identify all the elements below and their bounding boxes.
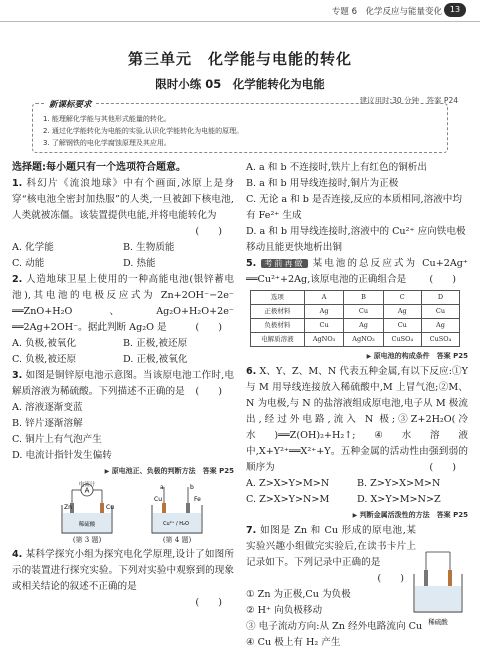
table-row: 电解质溶液 AgNO₃ AgNO₃ CuSO₄ CuSO₄ (251, 333, 460, 347)
question-text: X、Y、Z、M、N 代表五种金属,有以下反应:①Y 与 M 用导线连接放入稀硫酸中,M 上冒气泡;②M、N 为电极,与 N 的盐溶液组成原电池,电子从 M 极流出,经过外电路,流入 N 极;③Z+2H₂O(冷水)══Z(OH)₂+H₂↑;④水溶液中,X+Y²⁺══X²⁺+Y。五种金属的活动性由强到弱的顺序为 (246, 366, 468, 473)
answer-blank[interactable]: ( ) (195, 226, 222, 237)
record-item: ④ Cu 极上有 H₂ 产生 (246, 637, 341, 648)
answer-blank[interactable]: ( ) (429, 274, 456, 285)
question-number: 7. (246, 525, 257, 536)
answer-blank[interactable]: ( ) (429, 462, 456, 473)
page-header (0, 0, 480, 22)
question-6 (246, 364, 468, 523)
option-c[interactable]: C. 铜片上有气泡产生 (12, 434, 102, 445)
question-text: 科幻片《流浪地球》中有个画面,冰原上是身穿“核电池全密封加热服”的人类,一旦被卸下核电池,人类就被冻僵。该装置提供电能,并将电能转化为 (12, 178, 234, 221)
page-number: 13 (444, 3, 466, 17)
diagram-row (12, 481, 234, 545)
option-d[interactable]: D. X>Y>M>N>Z (357, 494, 441, 505)
zn-cu-cell-diagram (408, 548, 468, 628)
question-text: 如图是铜锌原电池示意图。当该原电池工作时,电解质溶液为稀硫酸。下列描述不正确的是 (12, 370, 234, 397)
question-number: 6. (246, 366, 257, 377)
options (12, 336, 234, 368)
question-text: 人造地球卫星上使用的一种高能电池(银锌蓄电池),其电池的电极反应式为 Zn+2OH⁻−2e⁻ ══ZnO+H₂O、Ag₂O+H₂O+2e⁻ ══2Ag+2OH⁻。据此判断 Ag₂O 是 (12, 274, 234, 333)
question-5 (246, 256, 468, 364)
option-b[interactable]: B. 锌片逐渐溶解 (12, 418, 83, 429)
table-row: 正极材料 Ag Cu Ag Cu (251, 305, 460, 319)
question-text: 某科学探究小组为探究电化学原理,设计了如图所示的装置进行探究实验。下列对实验中观察到的现象或相关结论的叙述不正确的是 (12, 549, 234, 592)
question-number: 1. (12, 178, 23, 189)
option-a[interactable]: A. 溶液逐渐变蓝 (12, 402, 83, 413)
suggested-time: 建议用时:30 分钟 答案 P24 (359, 96, 458, 105)
table-header-row: 选项 A B C D (251, 291, 460, 305)
svg-text:稀硫酸: 稀硫酸 (78, 522, 96, 528)
requirements-label: 新课标要求 (45, 98, 96, 110)
answer-blank[interactable]: ( ) (195, 597, 222, 608)
options (246, 476, 468, 508)
question-4 (12, 547, 234, 611)
svg-text:b: b (190, 484, 194, 491)
question-7 (246, 523, 423, 651)
option-c[interactable]: C. Z>X>Y>N>M (246, 494, 330, 505)
header-title: 专题 6 化学反应与能量变化 (331, 7, 442, 17)
question-number: 2. (12, 274, 23, 285)
section-title: 选择题:每小题只有一个选项符合题意。 (12, 162, 186, 173)
option-a[interactable]: A. Z>X>Y>M>N (246, 478, 330, 489)
svg-text:电流计: 电流计 (78, 482, 96, 488)
reference-note: ▶ 判断金属活泼性的方法 答案 P25 (352, 511, 468, 519)
option-d[interactable]: D. 电流计指针发生偏转 (12, 450, 112, 461)
q4-option-c[interactable]: C. 无论 a 和 b 是否连接,反应的本质相同,溶液中均有 Fe²⁺ 生成 (246, 194, 462, 221)
diagram-caption: (第 3 题) (72, 536, 102, 544)
galvanic-cell-diagram (42, 481, 132, 537)
option-b[interactable]: B. 生物质能 (123, 242, 175, 253)
svg-text:Fe: Fe (194, 496, 201, 503)
option-a[interactable]: A. 化学能 (12, 242, 54, 253)
q4-option-b[interactable]: B. a 和 b 用导线连接时,铜片为正极 (246, 178, 399, 189)
table-row: 负极材料 Cu Ag Cu Ag (251, 319, 460, 333)
answer-blank[interactable]: ( ) (377, 573, 404, 584)
option-d[interactable]: D. 热能 (123, 258, 156, 269)
answer-blank[interactable]: ( ) (195, 386, 222, 397)
cu-fe-cell-diagram (132, 481, 222, 537)
record-item: ② H⁺ 向负极移动 (246, 605, 323, 616)
question-number: 4. (12, 549, 23, 560)
svg-text:稀硫酸: 稀硫酸 (428, 618, 448, 626)
q7-beaker-diagram (408, 548, 468, 628)
requirement-item: 2. 通过化学能转化为电能的实验,认识化学能转化为电能的原理。 (43, 127, 244, 135)
q4-option-d[interactable]: D. a 和 b 用导线连接时,溶液中的 Cu²⁺ 应向铁电极移动且能更快地析出铜 (246, 226, 466, 253)
question-text: 如图是 Zn 和 Cu 形成的原电池,某实验兴趣小组做完实验后,在读书卡片上记录如下。下列记录中正确的是 (246, 525, 416, 568)
svg-text:Cu: Cu (154, 496, 162, 503)
lesson-title: 限时小练 05 化学能转化为电能 (155, 77, 325, 91)
svg-text:Cu: Cu (106, 504, 114, 511)
requirements-list (43, 113, 243, 149)
question-text: 某电池的总反应式为 Cu+2Ag⁺ ══Cu²⁺+2Ag,该原电池的正确组合是 (246, 258, 468, 285)
svg-text:A: A (84, 486, 90, 495)
question-2 (12, 272, 234, 368)
triangle-icon: ▶ (352, 512, 358, 519)
option-c[interactable]: C. 负极,被还原 (12, 354, 77, 365)
options-table (250, 290, 460, 347)
option-a[interactable]: A. 负极,被氧化 (12, 338, 77, 349)
left-column (12, 160, 234, 611)
requirement-item: 3. 了解钢铁的电化学腐蚀原理及其应用。 (43, 139, 171, 147)
unit-title: 第三单元 化学能与电能的转化 (127, 50, 352, 68)
svg-text:Cu²⁺ / H₂O: Cu²⁺ / H₂O (163, 521, 189, 527)
requirement-item: 1. 能理解化学能与其他形式能量的转化。 (43, 115, 171, 123)
option-c[interactable]: C. 动能 (12, 258, 45, 269)
header-divider (0, 21, 480, 22)
option-b[interactable]: B. 正极,被还原 (123, 338, 188, 349)
diagram-q4 (132, 481, 222, 545)
record-item: ③ 电子流动方向:从 Zn 经外电路流向 Cu (246, 621, 423, 632)
svg-text:Zn: Zn (64, 504, 72, 511)
q4-option-a[interactable]: A. a 和 b 不连接时,铁片上有红色的铜析出 (246, 162, 427, 173)
reference-note: ▶ 原电池正、负极的判断方法 答案 P25 (104, 467, 234, 475)
diagram-caption: (第 4 题) (162, 536, 192, 544)
svg-text:a: a (160, 484, 164, 491)
record-item: ① Zn 为正极,Cu 为负极 (246, 589, 351, 600)
question-number: 3. (12, 370, 23, 381)
option-d[interactable]: D. 正极,被氧化 (123, 354, 188, 365)
diagram-q3 (42, 481, 132, 545)
answer-blank[interactable]: ( ) (195, 322, 222, 333)
triangle-icon: ▶ (104, 468, 110, 475)
question-3 (12, 368, 234, 479)
requirements-box (32, 100, 448, 153)
triangle-icon: ▶ (366, 353, 372, 360)
option-b[interactable]: B. Z>Y>X>M>N (357, 478, 441, 489)
review-tag: 考前再做 (261, 259, 307, 268)
reference-note: ▶ 原电池的构成条件 答案 P25 (366, 352, 468, 360)
question-1 (12, 176, 234, 272)
options (12, 240, 234, 272)
question-number: 5. (246, 258, 257, 269)
